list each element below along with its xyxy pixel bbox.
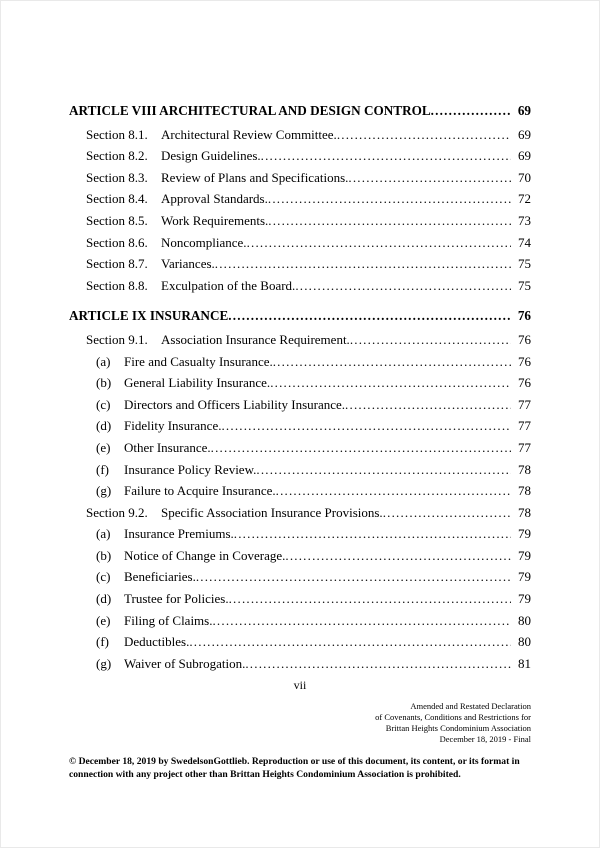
- toc-entry: [69, 480, 531, 502]
- toc-entry-number: (d): [96, 418, 112, 434]
- toc-entry-number: Section 9.1.: [86, 331, 148, 347]
- copyright-notice: © December 18, 2019 by SwedelsonGottlieb. Reproduction or use of this document, its content, or its format in connection with any project other than Brittan Heights Condominium Association is prohibited.: [69, 756, 520, 780]
- toc-entry-page: 80: [511, 610, 531, 632]
- toc-entry-title: Directors and Officers Liability Insurance.: [124, 396, 346, 412]
- toc-list: [69, 100, 531, 674]
- toc-entry-page: 77: [511, 415, 531, 437]
- toc-entry-page: 76: [511, 305, 531, 327]
- toc-entry-number: Section 8.8.: [86, 277, 148, 293]
- toc-entry: [69, 210, 531, 232]
- toc-entry-title: Failure to Acquire Insurance.: [124, 483, 276, 499]
- dot-leader: [211, 440, 531, 455]
- toc-entry-number: (e): [96, 612, 111, 628]
- document-info-line: December 18, 2019 - Final: [439, 734, 531, 745]
- toc-entry-page: 80: [511, 631, 531, 653]
- toc-entry-page: 77: [511, 394, 531, 416]
- document-info-block: [69, 701, 531, 745]
- dot-leader: [268, 191, 531, 206]
- toc-entry-page: 69: [511, 124, 531, 146]
- toc-entry: [69, 188, 531, 210]
- toc-entry-page: 69: [511, 100, 531, 122]
- toc-entry-title: Design Guidelines.: [161, 148, 261, 164]
- toc-entry-title: Fire and Casualty Insurance.: [124, 353, 273, 369]
- toc-entry: [69, 566, 531, 588]
- toc-entry-number: Section 8.7.: [86, 256, 148, 272]
- toc-entry-page: 75: [511, 253, 531, 275]
- toc-entry: [69, 610, 531, 632]
- dot-leader: [229, 591, 531, 606]
- toc-entry-title: Work Requirements.: [161, 212, 269, 228]
- dot-leader: [350, 332, 531, 347]
- toc-entry-title: Notice of Change in Coverage.: [124, 547, 286, 563]
- dot-leader: [221, 418, 531, 433]
- toc-entry-title: Insurance Premiums.: [124, 526, 234, 542]
- dot-leader: [245, 656, 531, 671]
- toc-entry-title: Beneficiaries.: [124, 569, 196, 585]
- dot-leader: [261, 148, 531, 163]
- toc-entry-page: 74: [511, 232, 531, 254]
- dot-leader: [215, 256, 531, 271]
- toc-entry: [69, 523, 531, 545]
- toc-entry: [69, 253, 531, 275]
- toc-entry-number: Section 8.1.: [86, 126, 148, 142]
- document-info-line: Brittan Heights Condominium Association: [385, 723, 531, 734]
- toc-entry-page: 79: [511, 588, 531, 610]
- toc-entry-number: (a): [96, 353, 111, 369]
- toc-entry-page: 79: [511, 545, 531, 567]
- toc-entry-number: (d): [96, 591, 112, 607]
- dot-leader: [345, 397, 531, 412]
- toc-entry: [69, 100, 531, 122]
- toc-entry-number: Section 8.3.: [86, 169, 148, 185]
- toc-entry-title: Noncompliance.: [161, 234, 247, 250]
- toc-entry-page: 78: [511, 459, 531, 481]
- dot-leader: [276, 483, 531, 498]
- page-number: vii: [293, 678, 307, 693]
- dot-leader: [383, 505, 531, 520]
- toc-entry-title: ARTICLE VIII ARCHITECTURAL AND DESIGN CONTROL: [69, 103, 431, 118]
- dot-leader: [234, 526, 531, 541]
- dot-leader: [285, 548, 531, 563]
- toc-entry-page: 73: [511, 210, 531, 232]
- toc-entry-number: (f): [96, 634, 109, 650]
- toc-entry-title: Other Insurance.: [124, 439, 211, 455]
- toc-entry-title: Review of Plans and Specifications.: [161, 169, 349, 185]
- dot-leader: [348, 170, 531, 185]
- dot-leader: [273, 354, 531, 369]
- dot-leader: [228, 308, 531, 323]
- toc-entry: [69, 145, 531, 167]
- toc-entry: [69, 167, 531, 189]
- toc-entry-page: 81: [511, 653, 531, 675]
- toc-entry: [69, 329, 531, 351]
- toc-entry-page: 69: [511, 145, 531, 167]
- toc-entry: [69, 275, 531, 297]
- toc-entry: [69, 351, 531, 373]
- dot-leader: [337, 127, 531, 142]
- toc-entry-title: ARTICLE IX INSURANCE: [69, 308, 229, 324]
- toc-entry-number: Section 8.6.: [86, 234, 148, 250]
- toc-entry-page: 70: [511, 167, 531, 189]
- toc-entry: [69, 631, 531, 653]
- toc-entry-number: (b): [96, 547, 112, 563]
- toc-entry-page: 78: [511, 480, 531, 502]
- toc-entry: [69, 588, 531, 610]
- toc-entry-page: 72: [511, 188, 531, 210]
- toc-entry-title: Variances.: [161, 256, 215, 272]
- toc-entry-number: (f): [96, 461, 109, 477]
- toc-entry-number: (g): [96, 655, 112, 671]
- toc-entry-title: Deductibles.: [124, 634, 190, 650]
- toc-entry: [69, 459, 531, 481]
- dot-leader: [268, 213, 531, 228]
- toc-entry-number: (c): [96, 569, 111, 585]
- toc-entry-page: 76: [511, 372, 531, 394]
- document-info-line: Amended and Restated Declaration: [410, 701, 531, 712]
- toc-entry-number: Section 8.2.: [86, 148, 148, 164]
- toc-entry-number: (a): [96, 526, 111, 542]
- toc-entry-page: 78: [511, 502, 531, 524]
- toc-entry-title: Architectural Review Committee.: [161, 126, 337, 142]
- toc-entry-page: 76: [511, 329, 531, 351]
- dot-leader: [295, 278, 531, 293]
- toc-entry: [69, 372, 531, 394]
- toc-entry: [69, 653, 531, 675]
- toc-entry-title: Association Insurance Requirement.: [161, 331, 350, 347]
- dot-leader: [196, 569, 531, 584]
- toc-entry-number: Section 8.5.: [86, 212, 148, 228]
- toc-entry-title: Insurance Policy Review.: [124, 461, 257, 477]
- toc-entry-page: 79: [511, 566, 531, 588]
- toc-entry: [69, 124, 531, 146]
- toc-entry-page: 76: [511, 351, 531, 373]
- toc-entry: [69, 437, 531, 459]
- toc-entry-title: General Liability Insurance.: [124, 375, 271, 391]
- toc-entry: [69, 232, 531, 254]
- toc-entry-title: Trustee for Policies.: [124, 591, 229, 607]
- dot-leader: [212, 613, 531, 628]
- toc-entry-page: 79: [511, 523, 531, 545]
- document-info-line: of Covenants, Conditions and Restrictions for: [375, 712, 531, 723]
- toc-entry-number: Section 8.4.: [86, 191, 148, 207]
- toc-entry-page: 77: [511, 437, 531, 459]
- dot-leader: [247, 235, 531, 250]
- toc-entry-number: (b): [96, 375, 112, 391]
- toc-entry-number: (c): [96, 396, 111, 412]
- toc-entry: [69, 394, 531, 416]
- toc-entry: [69, 415, 531, 437]
- toc-entry: [69, 545, 531, 567]
- toc-entry-title: Fidelity Insurance.: [124, 418, 222, 434]
- toc-entry-title: Filing of Claims.: [124, 612, 213, 628]
- dot-leader: [270, 375, 531, 390]
- toc-entry: [69, 305, 531, 327]
- dot-leader: [189, 634, 531, 649]
- toc-entry-title: Specific Association Insurance Provisions.: [161, 504, 383, 520]
- toc-entry-title: Exculpation of the Board.: [161, 277, 296, 293]
- toc-entry-number: (e): [96, 439, 111, 455]
- dot-leader: [256, 462, 531, 477]
- toc-entry-title: Approval Standards.: [161, 191, 268, 207]
- toc-entry-number: Section 9.2.: [86, 504, 148, 520]
- toc-entry-number: (g): [96, 483, 112, 499]
- toc-entry-title: Waiver of Subrogation.: [124, 655, 246, 671]
- toc-entry: [69, 502, 531, 524]
- toc-entry-page: 75: [511, 275, 531, 297]
